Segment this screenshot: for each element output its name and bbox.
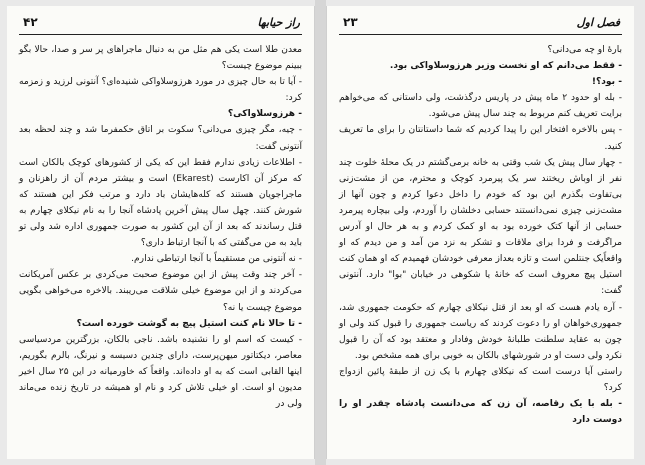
- paragraph: - بله او حدود ۲ ماه پیش در پاریس درگذشت، ولی داستانی که می‌خواهم برایت تعریف کنم مربوط به چند سال پیش می‌شود.: [339, 93, 622, 120]
- paragraph: - تا حالا نام کنت استیل پیچ به گوشت خورده است؟: [76, 318, 302, 329]
- paragraph: - آیا تا به حال چیزی در مورد هرزوسلاواکی شنیده‌ای؟ آنتونی لرزید و زمزمه کرد:: [19, 77, 302, 104]
- paragraph: - هرزوسلاواکی؟: [227, 109, 302, 120]
- right-running-title: فصل اول: [576, 16, 620, 29]
- left-page-number: ۴۲: [23, 15, 38, 29]
- left-page-body: [19, 42, 302, 412]
- paragraph: - چیه، مگر چیزی می‌دانی؟ سکوت بر اتاق حکمفرما شد و چند لحظه بعد آنتونی گفت:: [19, 125, 302, 152]
- paragraph: - آخر چند وقت پیش از این موضوع صحبت می‌کردی بر عکس آمریکانت می‌کردند و از این موضوع خیلی شلاقت می‌ریبند. بالاخره می‌خواهی بگویی موضوع چیست یا نه؟: [19, 270, 302, 313]
- right-page: [326, 6, 634, 459]
- right-page-body: [339, 42, 622, 428]
- paragraph: - بود؟!: [591, 77, 622, 88]
- paragraph: - نه آنتونی من مستقیماً با آنجا ارتباطی ندارم.: [131, 254, 302, 265]
- paragraph: - کیست که اسم او را نشنیده باشد. ناجی بالکان، بزرگترین مردسیاسی معاصر، دیکتاتور میهن‌پرست، دارای چندین دسیسه و نیرنگ، بالرم بگوریم، اینها القابی است که به او داده‌اند. واقعاً که خاورمیانه در این ۲۵ سال اخیر مدیون او است. او خیلی تلاش کرد و نام او همیشه در تاریخ زنده می‌ماند ولی در: [19, 334, 302, 410]
- paragraph: - فقط می‌دانم که او نخست وزیر هرزوسلاواکی بود.: [389, 61, 622, 72]
- paragraph: - آره یادم هست که او بعد از قتل نیکلای چهارم که حکومت جمهوری شد، جمهوری‌خواهان او را دعوت کردند که ریاست جمهوری را قبول کند ولی او چون به عقاید سلطنت طلبانهٔ خودش وفادار و معتقد بود که آن را قبول نکرد ولی دست او در شورشهای بالکان به خوبی برای همه مشخص بود.: [339, 302, 622, 361]
- paragraph: بارهٔ او چه می‌دانی؟: [547, 45, 622, 55]
- left-page-header: [19, 12, 302, 35]
- paragraph: - اطلاعات زیادی ندارم فقط این که یکی از کشورهای کوچک بالکان است که مرکز آن اکارست (Ekarest) است و بیشتر مردم آن از راهزنان و ماجراجویان هستند که کله‌هایشان باد دارد و مرتب فکر این هستند که شورش کنند. چهل سال پیش آخرین پادشاه آنجا را به نام نیکلای چهارم به قتل رساندند که بعد از آن این کشور به صورت جمهوری اداره شد ولی تو باید به من می‌گفتی که با آنجا ارتباط داری؟: [19, 157, 302, 249]
- paragraph: - پس بالاخره افتخار این را پیدا کردیم که شما داستانتان را برای ما تعریف کنید.: [339, 125, 622, 152]
- paragraph: راستی آیا درست است که نیکلای چهارم با یک زن از طبقهٔ پائین ازدواج کرد؟: [339, 366, 622, 393]
- paragraph: - بله با یک رقاصه، آن زن که می‌دانست پادشاه چقدر او را دوست دارد: [339, 399, 622, 426]
- left-running-title: راز حیابها: [257, 16, 300, 29]
- left-page: [7, 6, 315, 459]
- paragraph: - چهار سال پیش یک شب وقتی به خانه برمی‌گشتم در یک محلهٔ خلوت چند نفر از اوباش ریختند سر یک پیرمرد کوچک و محترم، من از مشت‌زنی بی‌تفاوت بگذرم این بود که خودم را داخل دعوا کردم و چون آنها از مشت‌زنی چیزی نمی‌دانستند حسابی دخلشان را آوردم، ولی بیچاره پیرمرد حسابی از آنها کتک خورده بود به او کمک کردم و به هر حال او آدرس مراگرفت و فردا برای ملاقات و تشکر به نزد من آمد و من دیدم که او واقعاًیک جنتلمن است و تازه بعداز معرفی خودشان فهمیدم که او همان کنت استیل پیچ معروف است که خانهٔ یا شکوهی در خیابان "بوا" دارد. آنتونی گفت:: [339, 157, 622, 297]
- paragraph: معدن طلا است یکی هم مثل من به دنبال ماجراهای پر سر و صدا، حالا بگو ببینم موضوع چیست؟: [19, 45, 302, 72]
- right-page-number: ۲۳: [343, 15, 358, 29]
- book-gutter: [315, 0, 326, 465]
- right-page-header: [339, 12, 622, 35]
